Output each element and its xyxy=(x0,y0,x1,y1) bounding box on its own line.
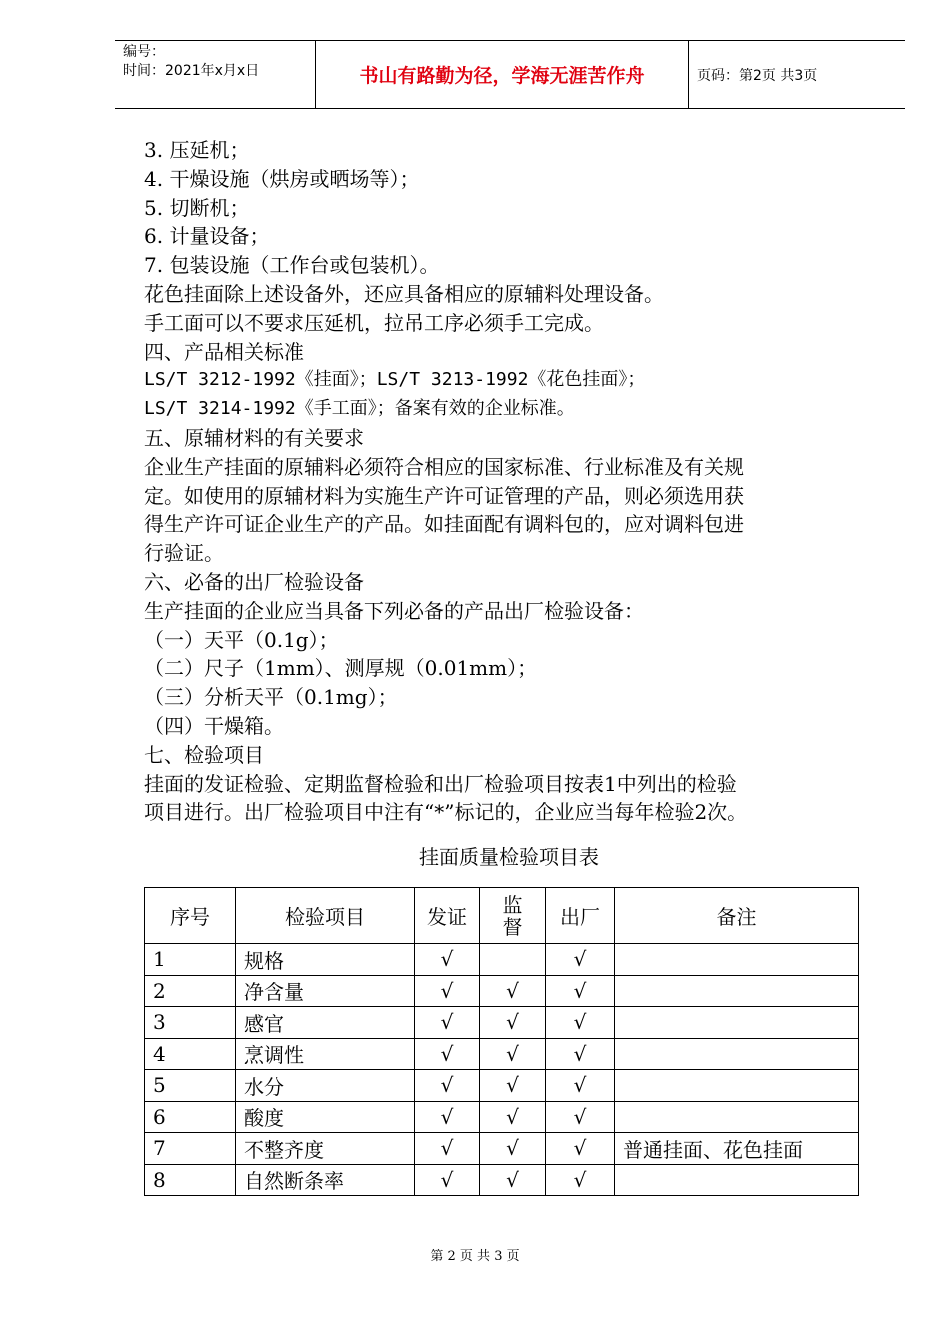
cell-note xyxy=(615,1070,859,1102)
header-cert: 发证 xyxy=(415,888,480,944)
cell-fac: √ xyxy=(546,944,615,976)
cell-fac: √ xyxy=(546,1101,615,1133)
cell-item: 感官 xyxy=(236,1007,415,1039)
body-line: 手工面可以不要求压延机，拉吊工序必须手工完成。 xyxy=(144,310,604,335)
header-slogan: 书山有路勤为径，学海无涯苦作舟 xyxy=(315,41,689,108)
cell-item: 不整齐度 xyxy=(236,1133,415,1165)
table-title: 挂面质量检验项目表 xyxy=(419,845,599,869)
header-sup xyxy=(480,888,546,944)
cell-cert: √ xyxy=(415,1007,480,1039)
cell-cert: √ xyxy=(415,1164,480,1196)
cell-cert: √ xyxy=(415,944,480,976)
section-heading: 七、检验项目 xyxy=(144,742,264,767)
cell-note xyxy=(615,1007,859,1039)
header-sup-line1: 监 xyxy=(502,892,523,917)
equipment-item: （二）尺子（1mm）、测厚规（0.01mm）； xyxy=(144,656,538,681)
page-header xyxy=(115,40,905,109)
cell-num: 5 xyxy=(145,1070,236,1102)
table-row xyxy=(145,975,859,1007)
number-label: 编号： xyxy=(123,44,165,60)
table-row xyxy=(145,1070,859,1102)
body-line: 企业生产挂面的原辅料必须符合相应的国家标准、行业标准及有关规 xyxy=(144,454,744,479)
cell-num: 1 xyxy=(145,944,236,976)
cell-num: 8 xyxy=(145,1164,236,1196)
body-line: 3. 压延机； xyxy=(144,138,250,162)
cell-sup: √ xyxy=(480,1007,546,1039)
cell-num: 2 xyxy=(145,975,236,1007)
cell-fac: √ xyxy=(546,1070,615,1102)
cell-item: 自然断条率 xyxy=(236,1164,415,1196)
section-heading: 五、原辅材料的有关要求 xyxy=(144,425,364,450)
cell-note xyxy=(615,975,859,1007)
cell-note xyxy=(615,944,859,976)
table-body xyxy=(145,944,859,1196)
cell-sup xyxy=(480,944,546,976)
table-row xyxy=(145,1133,859,1165)
body-line: 花色挂面除上述设备外，还应具备相应的原辅料处理设备。 xyxy=(144,281,664,306)
table-header-row xyxy=(145,888,859,944)
cell-sup: √ xyxy=(480,975,546,1007)
cell-sup: √ xyxy=(480,1164,546,1196)
cell-item: 规格 xyxy=(236,944,415,976)
header-fac: 出厂 xyxy=(546,888,615,944)
cell-note xyxy=(615,1038,859,1070)
equipment-item: （三）分析天平（0.1mg）； xyxy=(144,685,398,710)
body-line: 得生产许可证企业生产的产品。如挂面配有调料包的，应对调料包进 xyxy=(144,512,744,537)
cell-item: 净含量 xyxy=(236,975,415,1007)
body-line: 生产挂面的企业应当具备下列必备的产品出厂检验设备： xyxy=(144,598,644,623)
cell-num: 3 xyxy=(145,1007,236,1039)
table-row xyxy=(145,1164,859,1196)
cell-note xyxy=(615,1164,859,1196)
standard-line: LS/T 3214-1992《手工面》；备案有效的企业标准。 xyxy=(144,398,575,420)
cell-item: 酸度 xyxy=(236,1101,415,1133)
header-note: 备注 xyxy=(615,888,859,944)
cell-sup: √ xyxy=(480,1038,546,1070)
cell-item: 烹调性 xyxy=(236,1038,415,1070)
cell-num: 4 xyxy=(145,1038,236,1070)
time-label: 时间：2021年x月x日 xyxy=(123,63,260,79)
cell-fac: √ xyxy=(546,1038,615,1070)
inspection-table xyxy=(144,887,859,1196)
header-num: 序号 xyxy=(145,888,236,944)
body-line: 项目进行。出厂检验项目中注有“*”标记的，企业应当每年检验2次。 xyxy=(144,800,748,825)
body-line: 7. 包装设施（工作台或包装机）。 xyxy=(144,253,440,278)
cell-fac: √ xyxy=(546,1007,615,1039)
cell-sup: √ xyxy=(480,1133,546,1165)
equipment-item: （四）干燥箱。 xyxy=(144,713,284,738)
cell-note xyxy=(615,1101,859,1133)
cell-fac: √ xyxy=(546,1164,615,1196)
body-line: 5. 切断机； xyxy=(144,195,250,220)
standard-line: LS/T 3212-1992《挂面》；LS/T 3213-1992《花色挂面》； xyxy=(144,369,646,391)
page-footer: 第 2 页 共 3 页 xyxy=(430,1249,520,1264)
table-row xyxy=(145,1038,859,1070)
body-line: 挂面的发证检验、定期监督检验和出厂检验项目按表1中列出的检验 xyxy=(144,771,737,796)
cell-fac: √ xyxy=(546,1133,615,1165)
section-heading: 四、产品相关标准 xyxy=(144,339,304,364)
cell-cert: √ xyxy=(415,975,480,1007)
section-heading: 六、必备的出厂检验设备 xyxy=(144,569,364,594)
cell-sup: √ xyxy=(480,1070,546,1102)
table-row xyxy=(145,1101,859,1133)
body-line: 行验证。 xyxy=(144,541,224,566)
cell-num: 6 xyxy=(145,1101,236,1133)
cell-fac: √ xyxy=(546,975,615,1007)
body-line: 4. 干燥设施（烘房或晒场等）； xyxy=(144,166,420,191)
cell-cert: √ xyxy=(415,1101,480,1133)
table-row xyxy=(145,1007,859,1039)
header-sup-line2: 督 xyxy=(502,914,523,939)
header-item: 检验项目 xyxy=(236,888,415,944)
cell-note: 普通挂面、花色挂面 xyxy=(615,1133,859,1165)
equipment-item: （一）天平（0.1g）； xyxy=(144,627,339,652)
cell-item: 水分 xyxy=(236,1070,415,1102)
cell-num: 7 xyxy=(145,1133,236,1165)
cell-cert: √ xyxy=(415,1038,480,1070)
cell-cert: √ xyxy=(415,1070,480,1102)
header-page-label: 页码：第2页 共3页 xyxy=(697,67,818,84)
table-row xyxy=(145,944,859,976)
body-line: 定。如使用的原辅材料为实施生产许可证管理的产品，则必须选用获 xyxy=(144,483,744,508)
cell-sup: √ xyxy=(480,1101,546,1133)
body-line: 6. 计量设备； xyxy=(144,224,270,249)
document-body xyxy=(144,136,874,827)
cell-cert: √ xyxy=(415,1133,480,1165)
header-meta xyxy=(115,41,315,108)
